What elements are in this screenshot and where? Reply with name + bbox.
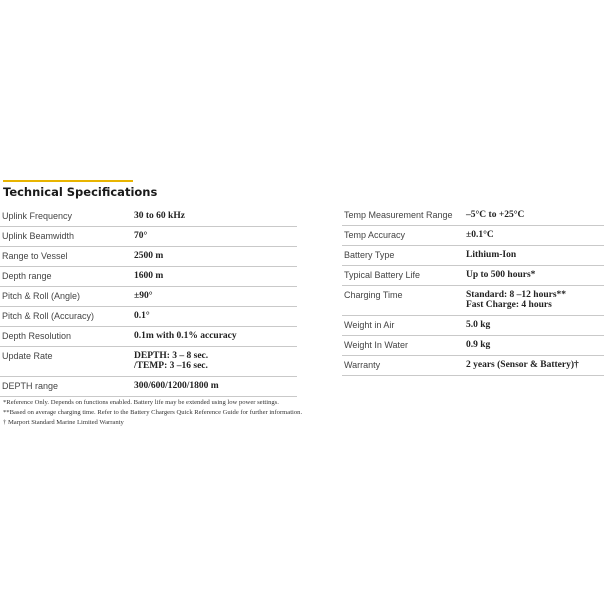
spec-label: Typical Battery Life <box>342 266 464 286</box>
spec-value <box>132 287 297 307</box>
spec-row <box>342 286 604 316</box>
left-spec-table <box>0 207 297 397</box>
spec-row <box>0 377 297 397</box>
spec-row <box>0 287 297 307</box>
spec-value <box>132 307 297 327</box>
spec-value <box>464 336 604 356</box>
spec-value <box>132 267 297 287</box>
spec-value-line: /TEMP: 3 –16 sec. <box>134 361 208 371</box>
spec-label: DEPTH range <box>0 377 132 397</box>
spec-row <box>0 307 297 327</box>
footnotes <box>3 398 302 428</box>
title-accent-bar <box>3 180 133 182</box>
spec-value-line: 0.1° <box>134 311 150 321</box>
spec-value <box>464 286 604 316</box>
spec-value-line: Up to 500 hours* <box>466 270 536 280</box>
spec-value-line: 30 to 60 kHz <box>134 211 185 221</box>
spec-value-line: 2 years (Sensor & Battery)† <box>466 360 579 370</box>
spec-label: Temp Accuracy <box>342 226 464 246</box>
spec-row <box>342 336 604 356</box>
spec-row <box>342 266 604 286</box>
spec-value-line: DEPTH: 3 – 8 sec. <box>134 351 209 361</box>
spec-value <box>132 247 297 267</box>
spec-value-line: Lithium-Ion <box>466 250 517 260</box>
spec-value-line: –5°C to +25°C <box>466 210 525 220</box>
spec-label: Weight in Air <box>342 316 464 336</box>
spec-value-line: 5.0 kg <box>466 320 491 330</box>
spec-label: Pitch & Roll (Angle) <box>0 287 132 307</box>
spec-label: Update Rate <box>0 347 132 377</box>
spec-value-line: 1600 m <box>134 271 164 281</box>
spec-label: Temp Measurement Range <box>342 206 464 226</box>
spec-value-line: Fast Charge: 4 hours <box>466 300 552 310</box>
spec-label: Weight In Water <box>342 336 464 356</box>
spec-row <box>0 267 297 287</box>
spec-value-line: ±90° <box>134 291 153 301</box>
spec-row <box>342 356 604 376</box>
spec-value <box>132 377 297 397</box>
spec-label: Uplink Beamwidth <box>0 227 132 247</box>
spec-label: Charging Time <box>342 286 464 316</box>
spec-label: Warranty <box>342 356 464 376</box>
spec-label: Depth Resolution <box>0 327 132 347</box>
footnote-warranty: † Marport Standard Marine Limited Warranty <box>3 419 124 426</box>
spec-value-line: 70° <box>134 231 148 241</box>
spec-value <box>464 246 604 266</box>
spec-label: Range to Vessel <box>0 247 132 267</box>
spec-value <box>464 316 604 336</box>
spec-label: Depth range <box>0 267 132 287</box>
right-spec-table <box>342 206 604 376</box>
spec-value <box>464 266 604 286</box>
spec-value <box>464 206 604 226</box>
spec-row <box>342 316 604 336</box>
spec-value <box>132 227 297 247</box>
spec-value-line: ±0.1°C <box>466 230 494 240</box>
spec-row <box>342 246 604 266</box>
spec-value-line: 0.1m with 0.1% accuracy <box>134 331 237 341</box>
spec-value <box>464 226 604 246</box>
spec-value <box>132 207 297 227</box>
spec-row <box>342 206 604 226</box>
footnote-battery: *Reference Only. Depends on functions enabled. Battery life may be extended using low power settings. <box>3 399 279 406</box>
spec-row <box>0 327 297 347</box>
spec-label: Uplink Frequency <box>0 207 132 227</box>
spec-value <box>464 356 604 376</box>
spec-label: Pitch & Roll (Accuracy) <box>0 307 132 327</box>
spec-row <box>0 347 297 377</box>
spec-row <box>342 226 604 246</box>
footnote-charging: **Based on average charging time. Refer to the Battery Chargers Quick Reference Guide for further information. <box>3 409 303 416</box>
spec-value-line: Standard: 8 –12 hours** <box>466 290 567 300</box>
spec-row <box>0 227 297 247</box>
page-title: Technical Specifications <box>3 185 158 199</box>
spec-value-line: 300/600/1200/1800 m <box>134 381 219 391</box>
spec-value <box>132 347 297 377</box>
spec-value-line: 2500 m <box>134 251 164 261</box>
spec-value-line: 0.9 kg <box>466 340 491 350</box>
spec-value <box>132 327 297 347</box>
spec-label: Battery Type <box>342 246 464 266</box>
spec-row <box>0 207 297 227</box>
spec-row <box>0 247 297 267</box>
